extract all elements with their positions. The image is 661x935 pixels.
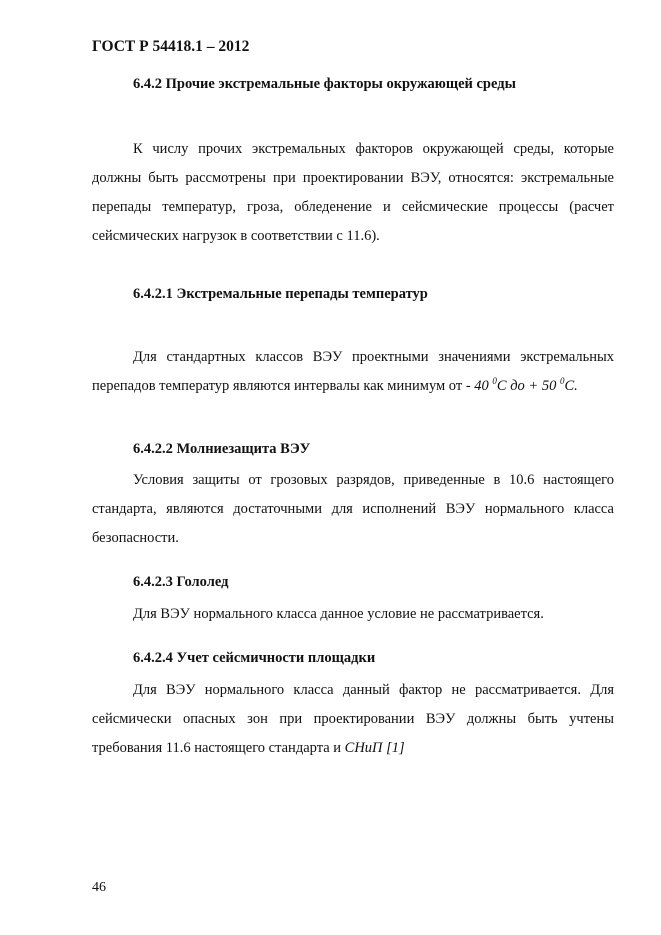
temperature-from: 40 <box>474 378 489 394</box>
section-6-4-2-2-paragraph: Условия защиты от грозовых разрядов, приведенные в 10.6 настоящего стандарта, являются достаточными для исполнений ВЭУ нормального класса безопасности. <box>92 472 614 546</box>
section-6-4-2-1-text: Для стандартных классов ВЭУ проектными значениями экстремальных перепадов температур являются интервалы как минимум от - <box>92 349 614 394</box>
section-6-4-2-paragraph: К числу прочих экстремальных факторов окружающей среды, которые должны быть рассмотрены при проектировании ВЭУ, относятся: экстремальные перепады температур, гроза, обледенение и сейсмические процессы (расчет сейсмических нагрузок в соответствии с 11.6). <box>92 141 614 244</box>
temperature-end: С. <box>564 378 578 394</box>
document-header: ГОСТ Р 54418.1 – 2012 <box>92 38 250 55</box>
section-6-4-2-heading: 6.4.2 Прочие экстремальные факторы окружающей среды <box>133 76 516 92</box>
section-6-4-2-3-paragraph: Для ВЭУ нормального класса данное условие не рассматривается. <box>133 606 544 622</box>
degree-sup-1: 0 <box>492 376 497 387</box>
degree-sup-2: 0 <box>559 376 565 387</box>
section-6-4-2-4-text: Для ВЭУ нормального класса данный фактор не рассматривается. Для сейсмически опасных зон при проектировании ВЭУ должны быть учтены требования 11.6 настоящего стандарта и <box>92 682 614 756</box>
section-6-4-2-1-paragraph <box>92 343 614 401</box>
temperature-mid: С до + 50 <box>496 378 557 394</box>
section-6-4-2-4-paragraph <box>92 676 614 763</box>
section-6-4-2-1-heading: 6.4.2.1 Экстремальные перепады температур <box>133 286 428 302</box>
temperature-range <box>474 378 577 394</box>
section-6-4-2-3-heading: 6.4.2.3 Гололед <box>133 574 229 590</box>
section-6-4-2-4-heading: 6.4.2.4 Учет сейсмичности площадки <box>133 650 376 666</box>
snip-reference: СНиП [1] <box>344 740 405 756</box>
page-number: 46 <box>92 880 106 895</box>
section-6-4-2-2-heading: 6.4.2.2 Молниезащита ВЭУ <box>133 441 311 457</box>
